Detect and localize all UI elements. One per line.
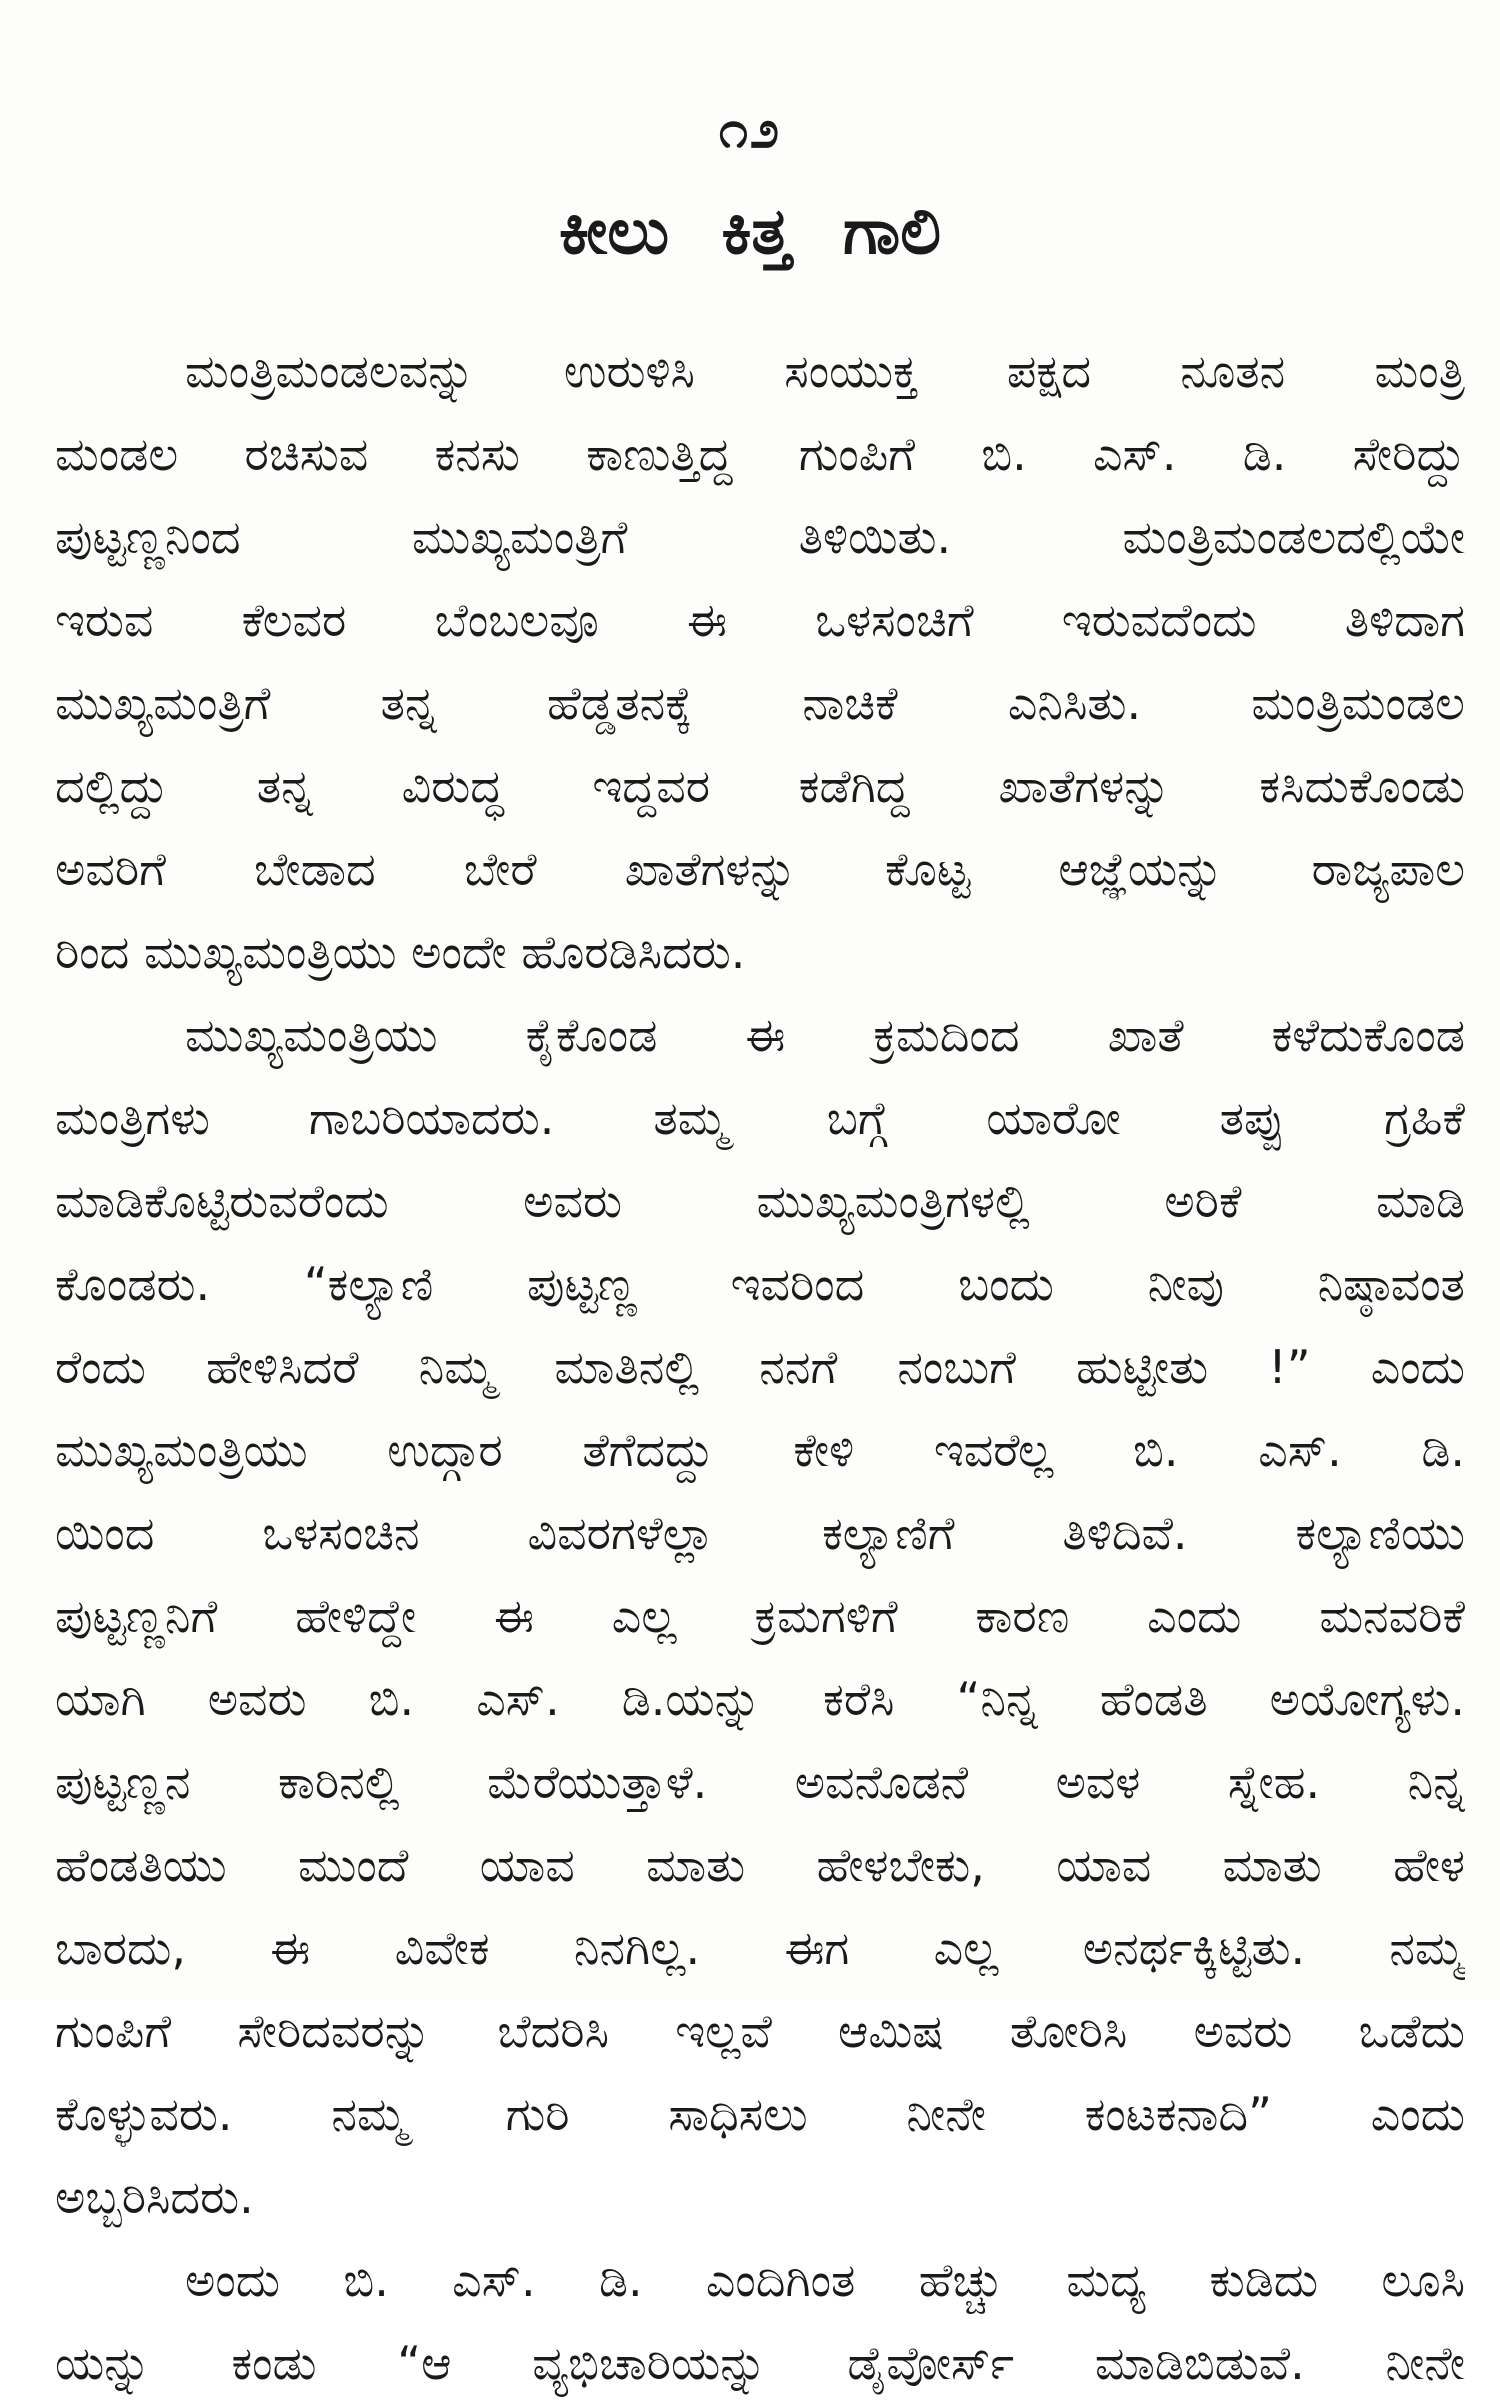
text-line: ಮುಖ್ಯಮಂತ್ರಿಗೆ ತನ್ನ ಹೆಡ್ಡತನಕ್ಕೆ ನಾಚಿಕೆ ಎನಿಸಿತು. ಮಂತ್ರಿಮಂಡಲ	[55, 676, 1465, 730]
text-line: ಯಿಂದ ಒಳಸಂಚಿನ ವಿವರಗಳೆಲ್ಲಾ ಕಲ್ಯಾಣಿಗೆ ತಿಳಿದಿವೆ. ಕಲ್ಯಾಣಿಯು	[55, 1506, 1465, 1560]
text-line: ಮಂಡಲ ರಚಿಸುವ ಕನಸು ಕಾಣುತ್ತಿದ್ದ ಗುಂಪಿಗೆ ಬಿ. ಎಸ್. ಡಿ. ಸೇರಿದ್ದು	[55, 427, 1465, 481]
text-line: ಕೊಂಡರು. “ಕಲ್ಯಾಣಿ ಪುಟ್ಟಣ್ಣ ಇವರಿಂದ ಬಂದು ನೀವು ನಿಷ್ಠಾವಂತ	[55, 1257, 1465, 1311]
text-line: ಹೆಂಡತಿಯು ಮುಂದೆ ಯಾವ ಮಾತು ಹೇಳಬೇಕು, ಯಾವ ಮಾತು ಹೇಳ	[55, 1838, 1465, 1892]
text-line: ಪುಟ್ಟಣ್ಣನಿಂದ ಮುಖ್ಯಮಂತ್ರಿಗೆ ತಿಳಿಯಿತು. ಮಂತ್ರಿಮಂಡಲದಲ್ಲಿಯೇ	[55, 510, 1465, 564]
text-line: ಗುಂಪಿಗೆ ಸೇರಿದವರನ್ನು ಬೆದರಿಸಿ ಇಲ್ಲವೆ ಆಮಿಷ ತೋರಿಸಿ ಅವರು ಒಡೆದು	[55, 2004, 1465, 2058]
text-line: ಯನ್ನು ಕಂಡು “ಆ ವ್ಯಭಿಚಾರಿಯನ್ನು ಡೈವೋರ್ಸ್ ಮಾಡಿಬಿಡುವೆ. ನೀನೇ	[55, 2336, 1465, 2390]
text-line: ಅವರಿಗೆ ಬೇಡಾದ ಬೇರೆ ಖಾತೆಗಳನ್ನು ಕೊಟ್ಟ ಆಜ್ಞೆಯನ್ನು ರಾಜ್ಯಪಾಲ	[55, 842, 1465, 896]
text-line: ಬಾರದು, ಈ ವಿವೇಕ ನಿನಗಿಲ್ಲ. ಈಗ ಎಲ್ಲ ಅನರ್ಥಕ್ಕಿಟ್ಟಿತು. ನಮ್ಮ	[55, 1921, 1465, 1975]
text-line: ರಿಂದ ಮುಖ್ಯಮಂತ್ರಿಯು ಅಂದೇ ಹೊರಡಿಸಿದರು.	[55, 925, 746, 979]
body-text	[55, 330, 1465, 2405]
text-line: ಪುಟ್ಟಣ್ಣನಿಗೆ ಹೇಳಿದ್ದೇ ಈ ಎಲ್ಲ ಕ್ರಮಗಳಿಗೆ ಕಾರಣ ಎಂದು ಮನವರಿಕೆ	[55, 1589, 1465, 1643]
text-line: ಪುಟ್ಟಣ್ಣನ ಕಾರಿನಲ್ಲಿ ಮೆರೆಯುತ್ತಾಳೆ. ಅವನೊಡನೆ ಅವಳ ಸ್ನೇಹ. ನಿನ್ನ	[55, 1755, 1465, 1809]
text-line: ಕೊಳ್ಳುವರು. ನಮ್ಮ ಗುರಿ ಸಾಧಿಸಲು ನೀನೇ ಕಂಟಕನಾದಿ” ಎಂದು	[55, 2087, 1465, 2141]
text-line: ಅಂದು ಬಿ. ಎಸ್. ಡಿ. ಎಂದಿಗಿಂತ ಹೆಚ್ಚು ಮದ್ಯ ಕುಡಿದು ಲೂಸಿ	[185, 2253, 1465, 2307]
text-line: ದಲ್ಲಿದ್ದು ತನ್ನ ವಿರುದ್ಧ ಇದ್ದವರ ಕಡೆಗಿದ್ದ ಖಾತೆಗಳನ್ನು ಕಸಿದುಕೊಂಡು	[55, 759, 1465, 813]
text-line: ಮುಖ್ಯಮಂತ್ರಿಯು ಕೈಕೊಂಡ ಈ ಕ್ರಮದಿಂದ ಖಾತೆ ಕಳೆದುಕೊಂಡ	[185, 1008, 1465, 1062]
text-line: ಮುಖ್ಯಮಂತ್ರಿಯು ಉದ್ಗಾರ ತೆಗೆದದ್ದು ಕೇಳಿ ಇವರೆಲ್ಲ ಬಿ. ಎಸ್. ಡಿ.	[55, 1423, 1465, 1477]
chapter-title: ಕೀಲು ಕಿತ್ತ ಗಾಲಿ	[558, 195, 942, 269]
text-line: ಯಾಗಿ ಅವರು ಬಿ. ಎಸ್. ಡಿ.ಯನ್ನು ಕರೆಸಿ “ನಿನ್ನ ಹೆಂಡತಿ ಅಯೋಗ್ಯಳು.	[55, 1672, 1465, 1726]
text-line: ಮಂತ್ರಿಗಳು ಗಾಬರಿಯಾದರು. ತಮ್ಮ ಬಗ್ಗೆ ಯಾರೋ ತಪ್ಪು ಗ್ರಹಿಕೆ	[55, 1091, 1465, 1145]
text-line: ರೆಂದು ಹೇಳಿಸಿದರೆ ನಿಮ್ಮ ಮಾತಿನಲ್ಲಿ ನನಗೆ ನಂಬುಗೆ ಹುಟ್ಟೀತು !” ಎಂದು	[55, 1340, 1465, 1394]
text-line: ಅಬ್ಬರಿಸಿದರು.	[55, 2170, 254, 2224]
text-line: ಇರುವ ಕೆಲವರ ಬೆಂಬಲವೂ ಈ ಒಳಸಂಚಿಗೆ ಇರುವದೆಂದು ತಿಳಿದಾಗ	[55, 593, 1465, 647]
text-line: ಮಂತ್ರಿಮಂಡಲವನ್ನು ಉರುಳಿಸಿ ಸಂಯುಕ್ತ ಪಕ್ಷದ ನೂತನ ಮಂತ್ರಿ	[185, 344, 1465, 398]
chapter-number: ೧೨	[718, 100, 782, 160]
text-line: ಮಾಡಿಕೊಟ್ಟಿರುವರೆಂದು ಅವರು ಮುಖ್ಯಮಂತ್ರಿಗಳಲ್ಲಿ ಅರಿಕೆ ಮಾಡಿ	[55, 1174, 1465, 1228]
